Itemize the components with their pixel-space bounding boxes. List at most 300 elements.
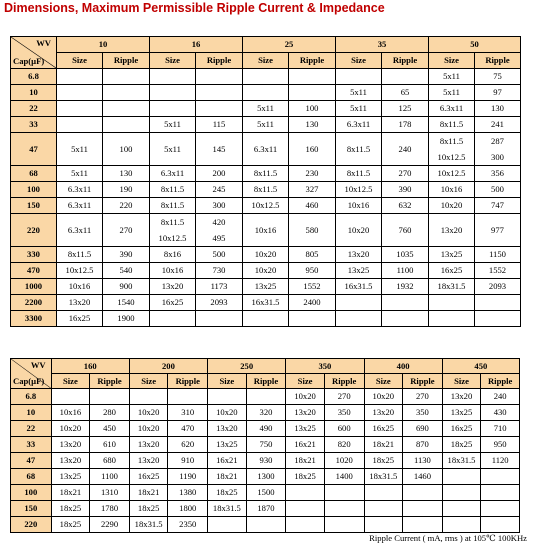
ripple-cell xyxy=(382,247,429,263)
cell-value: 10x16 xyxy=(440,184,463,195)
cell-value: 5x11 xyxy=(443,71,460,82)
ripple-cell xyxy=(246,485,286,501)
capacitance-cell: 3300 xyxy=(11,311,57,327)
cell-value: 1173 xyxy=(210,281,228,292)
ripple-cell xyxy=(324,469,364,485)
ripple-cell xyxy=(196,247,243,263)
table-row xyxy=(11,485,520,501)
size-cell xyxy=(57,166,103,182)
table-row xyxy=(11,117,521,133)
ripple-column-header: Ripple xyxy=(196,53,243,69)
size-ripple-header-row xyxy=(11,53,521,69)
cell-value: 10x20 xyxy=(59,423,82,434)
size-cell xyxy=(429,117,475,133)
cell-value: 6.3x11 xyxy=(67,200,92,211)
cell-value: 13x20 xyxy=(216,423,238,434)
ripple-cell xyxy=(403,421,443,437)
ripple-cell xyxy=(475,295,521,311)
cell-value: 600 xyxy=(337,423,351,434)
ripple-cell xyxy=(246,405,286,421)
cell-value: 13x20 xyxy=(137,455,160,466)
capacitance-cell: 100 xyxy=(11,485,52,501)
ripple-cell xyxy=(382,166,429,182)
cell-value: 540 xyxy=(119,265,133,276)
ripple-cell xyxy=(103,198,150,214)
ripple-cell xyxy=(475,166,521,182)
ripple-cell xyxy=(324,485,364,501)
header-corner xyxy=(11,37,57,69)
cell-value: 16x25 xyxy=(450,423,473,434)
ripple-cell xyxy=(90,485,130,501)
cell-value: 10x12.5 xyxy=(437,168,466,179)
cell-value: 5x11 xyxy=(71,143,88,154)
size-cell xyxy=(150,279,196,295)
cell-value: 10x12.5 xyxy=(251,200,280,211)
cell-value: 10x16 xyxy=(59,407,82,418)
size-cell xyxy=(286,453,325,469)
cell-value: 690 xyxy=(415,423,429,434)
ripple-cell xyxy=(324,501,364,517)
size-cell xyxy=(336,214,382,247)
ripple-cell xyxy=(246,389,286,405)
cell-value: 1100 xyxy=(101,471,118,482)
cell-value: 245 xyxy=(212,184,226,195)
cell-value: 495 xyxy=(212,233,226,243)
size-ripple-header-row xyxy=(11,374,520,389)
size-column-header: Size xyxy=(57,53,103,69)
size-column-header: Size xyxy=(364,374,403,389)
cell-value: 390 xyxy=(398,184,412,195)
ripple-cell xyxy=(103,69,150,85)
size-cell xyxy=(364,437,403,453)
ripple-cell xyxy=(103,263,150,279)
cell-value: 6.3x11 xyxy=(160,168,185,179)
cell-value: 5x11 xyxy=(350,103,367,114)
cell-value: 220 xyxy=(119,200,133,211)
capacitance-cell: 330 xyxy=(11,247,57,263)
ripple-cell xyxy=(289,279,336,295)
cell-value: 13x20 xyxy=(137,439,160,450)
cell-value: 8x11.5 xyxy=(160,217,185,227)
cell-value: 125 xyxy=(398,103,412,114)
ripple-cell xyxy=(103,279,150,295)
size-cell xyxy=(57,247,103,263)
capacitance-cell: 10 xyxy=(11,405,52,421)
size-cell xyxy=(243,295,289,311)
ripple-cell xyxy=(324,453,364,469)
cell-value: 16x25 xyxy=(137,471,160,482)
size-cell xyxy=(286,517,325,533)
cell-value: 1552 xyxy=(488,265,507,276)
capacitance-cell: 6.8 xyxy=(11,389,52,405)
ripple-cell xyxy=(289,198,336,214)
capacitance-cell: 22 xyxy=(11,421,52,437)
table-row xyxy=(11,437,520,453)
size-cell xyxy=(150,101,196,117)
size-cell xyxy=(429,247,475,263)
cell-value: 1035 xyxy=(396,249,414,260)
cell-value: 10x12.5 xyxy=(344,184,373,195)
capacitance-cell: 47 xyxy=(11,133,57,166)
size-cell xyxy=(429,311,475,327)
ripple-cell xyxy=(475,311,521,327)
table-row xyxy=(11,453,520,469)
cell-value: 8x11.5 xyxy=(160,200,185,211)
ripple-cell xyxy=(403,517,443,533)
cell-value: 6.3x11 xyxy=(439,103,464,114)
size-cell xyxy=(57,295,103,311)
table-row xyxy=(11,133,521,166)
cell-value: 13x25 xyxy=(450,407,473,418)
table-row xyxy=(11,182,521,198)
voltage-header: 35 xyxy=(336,37,429,53)
size-column-header: Size xyxy=(51,374,90,389)
size-cell xyxy=(150,69,196,85)
capacitance-cell: 100 xyxy=(11,182,57,198)
size-cell xyxy=(336,69,382,85)
ripple-column-header: Ripple xyxy=(403,374,443,389)
cell-value: 10x12.5 xyxy=(158,233,187,243)
table-row xyxy=(11,263,521,279)
ripple-cell xyxy=(168,405,208,421)
ripple-cell xyxy=(196,85,243,101)
capacitance-cell: 220 xyxy=(11,214,57,247)
cell-value: 1020 xyxy=(335,455,353,466)
cell-value: 18x25 xyxy=(216,487,238,498)
size-cell xyxy=(57,85,103,101)
ripple-cell xyxy=(324,517,364,533)
ripple-column-header: Ripple xyxy=(289,53,336,69)
size-cell xyxy=(336,182,382,198)
ripple-cell xyxy=(475,263,521,279)
size-cell xyxy=(364,453,403,469)
cell-value: 97 xyxy=(493,87,502,98)
size-cell xyxy=(336,101,382,117)
ripple-cell xyxy=(481,485,520,501)
ripple-cell xyxy=(324,421,364,437)
size-cell xyxy=(129,421,168,437)
cell-value: 632 xyxy=(398,200,412,211)
voltage-header: 160 xyxy=(51,359,129,374)
ripple-cell xyxy=(475,247,521,263)
cell-value: 75 xyxy=(493,71,502,82)
cell-value: 16x25 xyxy=(372,423,395,434)
cell-value: 100 xyxy=(305,103,319,114)
ripple-cell xyxy=(90,453,130,469)
size-cell xyxy=(429,101,475,117)
size-cell xyxy=(208,469,247,485)
cell-value: 8x11.5 xyxy=(160,184,185,195)
cap-label: Cap(µF) xyxy=(13,56,45,67)
cell-value: 760 xyxy=(398,224,412,235)
table-row xyxy=(11,295,521,311)
size-cell xyxy=(150,295,196,311)
ripple-cell xyxy=(403,405,443,421)
cell-value: 5x11 xyxy=(350,87,367,98)
cell-value: 200 xyxy=(212,168,226,179)
size-cell xyxy=(429,279,475,295)
size-column-header: Size xyxy=(429,53,475,69)
ripple-cell xyxy=(481,421,520,437)
ripple-cell xyxy=(289,117,336,133)
ripple-cell xyxy=(168,469,208,485)
cell-value: 1800 xyxy=(179,503,197,514)
cell-value: 13x25 xyxy=(347,265,370,276)
size-cell xyxy=(150,182,196,198)
cell-value: 13x20 xyxy=(294,407,316,418)
size-cell xyxy=(57,182,103,198)
cell-value: 8x11.5 xyxy=(439,119,464,130)
ripple-cell xyxy=(475,214,521,247)
ripple-cell xyxy=(382,69,429,85)
size-cell xyxy=(51,421,90,437)
ripple-cell xyxy=(168,501,208,517)
size-cell xyxy=(336,85,382,101)
voltage-header: 450 xyxy=(442,359,519,374)
size-cell xyxy=(57,311,103,327)
cell-value: 5x11 xyxy=(71,168,88,179)
cell-value: 18x21 xyxy=(372,439,395,450)
ripple-cell xyxy=(103,166,150,182)
ripple-cell xyxy=(196,182,243,198)
size-cell xyxy=(286,405,325,421)
ripple-cell xyxy=(382,85,429,101)
size-cell xyxy=(442,405,481,421)
table-row xyxy=(11,198,521,214)
cell-value: 8x11.5 xyxy=(346,168,371,179)
size-cell xyxy=(51,389,90,405)
cell-value: 18x25 xyxy=(59,519,82,530)
size-cell xyxy=(364,485,403,501)
size-cell xyxy=(150,166,196,182)
ripple-cell xyxy=(289,166,336,182)
size-cell xyxy=(208,453,247,469)
cell-value: 2400 xyxy=(303,297,321,308)
cell-value: 10x16 xyxy=(161,265,184,276)
cell-value: 1932 xyxy=(396,281,414,292)
cell-value: 10x16 xyxy=(347,200,370,211)
size-cell xyxy=(150,117,196,133)
size-cell xyxy=(243,214,289,247)
cell-value: 240 xyxy=(493,391,507,402)
cell-value: 450 xyxy=(103,423,116,434)
ripple-cell xyxy=(90,405,130,421)
size-cell xyxy=(208,517,247,533)
cell-value: 390 xyxy=(119,249,133,260)
cell-value: 18x25 xyxy=(372,455,395,466)
size-cell xyxy=(442,437,481,453)
size-cell xyxy=(57,117,103,133)
table-row xyxy=(11,501,520,517)
ripple-cell xyxy=(324,405,364,421)
size-cell xyxy=(243,166,289,182)
cell-value: 16x21 xyxy=(216,455,238,466)
size-cell xyxy=(336,279,382,295)
ripple-cell xyxy=(90,469,130,485)
ripple-column-header: Ripple xyxy=(90,374,130,389)
size-cell xyxy=(336,166,382,182)
cell-value: 350 xyxy=(337,407,351,418)
cell-value: 977 xyxy=(491,224,504,235)
capacitance-cell: 150 xyxy=(11,501,52,517)
cell-value: 500 xyxy=(491,184,504,195)
ripple-cell xyxy=(382,311,429,327)
ripple-cell xyxy=(168,389,208,405)
table-row xyxy=(11,389,520,405)
ripple-cell xyxy=(90,501,130,517)
ripple-cell xyxy=(246,469,286,485)
cell-value: 13x20 xyxy=(59,455,82,466)
cell-value: 1310 xyxy=(100,487,119,498)
cell-value: 16x25 xyxy=(68,313,91,324)
ripple-cell xyxy=(403,501,443,517)
size-cell xyxy=(429,166,475,182)
cell-value: 1400 xyxy=(335,471,353,482)
cell-value: 820 xyxy=(337,439,351,450)
ripple-cell xyxy=(196,133,243,166)
size-cell xyxy=(51,437,90,453)
ripple-cell xyxy=(475,117,521,133)
ripple-cell xyxy=(481,453,520,469)
capacitance-cell: 68 xyxy=(11,166,57,182)
cell-value: 18x25 xyxy=(137,503,160,514)
cap-label: Cap(µF) xyxy=(13,376,45,387)
cell-value: 240 xyxy=(398,143,412,154)
ripple-cell xyxy=(481,501,520,517)
cell-value: 130 xyxy=(305,119,319,130)
cell-value: 16x31.5 xyxy=(251,297,280,308)
table-row xyxy=(11,469,520,485)
voltage-header-row xyxy=(11,359,520,374)
size-column-header: Size xyxy=(208,374,247,389)
ripple-cell xyxy=(475,279,521,295)
cell-value: 1552 xyxy=(303,281,321,292)
cell-value: 10x20 xyxy=(347,224,370,235)
size-column-header: Size xyxy=(336,53,382,69)
size-cell xyxy=(51,501,90,517)
cell-value: 10x20 xyxy=(372,391,395,402)
ripple-cell xyxy=(196,166,243,182)
cell-value: 287 xyxy=(491,136,504,146)
size-cell xyxy=(429,263,475,279)
size-cell xyxy=(336,117,382,133)
size-cell xyxy=(57,69,103,85)
cell-value: 610 xyxy=(103,439,116,450)
size-cell xyxy=(243,133,289,166)
size-cell xyxy=(336,295,382,311)
cell-value: 130 xyxy=(491,103,504,114)
cell-value: 18x25 xyxy=(59,503,82,514)
ripple-column-header: Ripple xyxy=(475,53,521,69)
size-cell xyxy=(364,405,403,421)
table-row xyxy=(11,311,521,327)
ripple-cell xyxy=(289,263,336,279)
table-row xyxy=(11,166,521,182)
size-cell xyxy=(129,517,168,533)
size-cell xyxy=(150,263,196,279)
size-cell xyxy=(429,198,475,214)
ripple-column-header: Ripple xyxy=(382,53,429,69)
ripple-cell xyxy=(382,182,429,198)
cell-value: 1300 xyxy=(257,471,275,482)
cell-value: 13x20 xyxy=(59,439,82,450)
header-corner xyxy=(11,359,52,389)
ripple-cell xyxy=(475,198,521,214)
ripple-cell xyxy=(103,133,150,166)
size-cell xyxy=(57,279,103,295)
cell-value: 13x20 xyxy=(161,281,184,292)
size-cell xyxy=(150,311,196,327)
cell-value: 2093 xyxy=(488,281,507,292)
cell-value: 18x25 xyxy=(450,439,473,450)
cell-value: 100 xyxy=(119,143,133,154)
ripple-cell xyxy=(196,101,243,117)
ripple-cell xyxy=(196,198,243,214)
ripple-cell xyxy=(289,69,336,85)
ripple-cell xyxy=(103,295,150,311)
size-cell xyxy=(51,517,90,533)
ripple-cell xyxy=(403,453,443,469)
ripple-cell xyxy=(382,279,429,295)
wv-label: WV xyxy=(36,38,51,48)
ripple-cell xyxy=(324,389,364,405)
voltage-header: 25 xyxy=(243,37,336,53)
ripple-cell xyxy=(90,389,130,405)
ripple-cell xyxy=(324,437,364,453)
cell-value: 8x11.5 xyxy=(253,168,278,179)
cell-value: 1190 xyxy=(179,471,197,482)
size-cell xyxy=(150,198,196,214)
table-row xyxy=(11,405,520,421)
cell-value: 300 xyxy=(212,200,226,211)
cell-value: 16x31.5 xyxy=(344,281,373,292)
cell-value: 430 xyxy=(493,407,507,418)
ripple-cell xyxy=(481,389,520,405)
ripple-cell xyxy=(103,117,150,133)
ripple-cell xyxy=(475,69,521,85)
size-cell xyxy=(129,389,168,405)
size-cell xyxy=(243,247,289,263)
cell-value: 320 xyxy=(259,407,273,418)
ripple-cell xyxy=(382,295,429,311)
ripple-cell xyxy=(246,501,286,517)
ripple-cell xyxy=(168,517,208,533)
size-cell xyxy=(57,101,103,117)
ripple-cell xyxy=(90,421,130,437)
ripple-cell xyxy=(289,247,336,263)
cell-value: 620 xyxy=(181,439,195,450)
size-cell xyxy=(150,85,196,101)
cell-value: 145 xyxy=(212,143,226,154)
table-row xyxy=(11,279,521,295)
cell-value: 10x12.5 xyxy=(437,152,466,162)
ripple-table-low-voltage xyxy=(10,36,521,327)
table-row xyxy=(11,247,521,263)
ripple-cell xyxy=(403,469,443,485)
size-column-header: Size xyxy=(150,53,196,69)
cell-value: 470 xyxy=(181,423,195,434)
ripple-cell xyxy=(382,198,429,214)
voltage-header: 10 xyxy=(57,37,150,53)
size-cell xyxy=(429,182,475,198)
cell-value: 18x31.5 xyxy=(447,455,476,466)
cell-value: 5x11 xyxy=(257,119,274,130)
cell-value: 950 xyxy=(305,265,319,276)
cell-value: 13x20 xyxy=(347,249,370,260)
cell-value: 18x31.5 xyxy=(369,471,398,482)
size-cell xyxy=(150,133,196,166)
size-column-header: Size xyxy=(243,53,289,69)
